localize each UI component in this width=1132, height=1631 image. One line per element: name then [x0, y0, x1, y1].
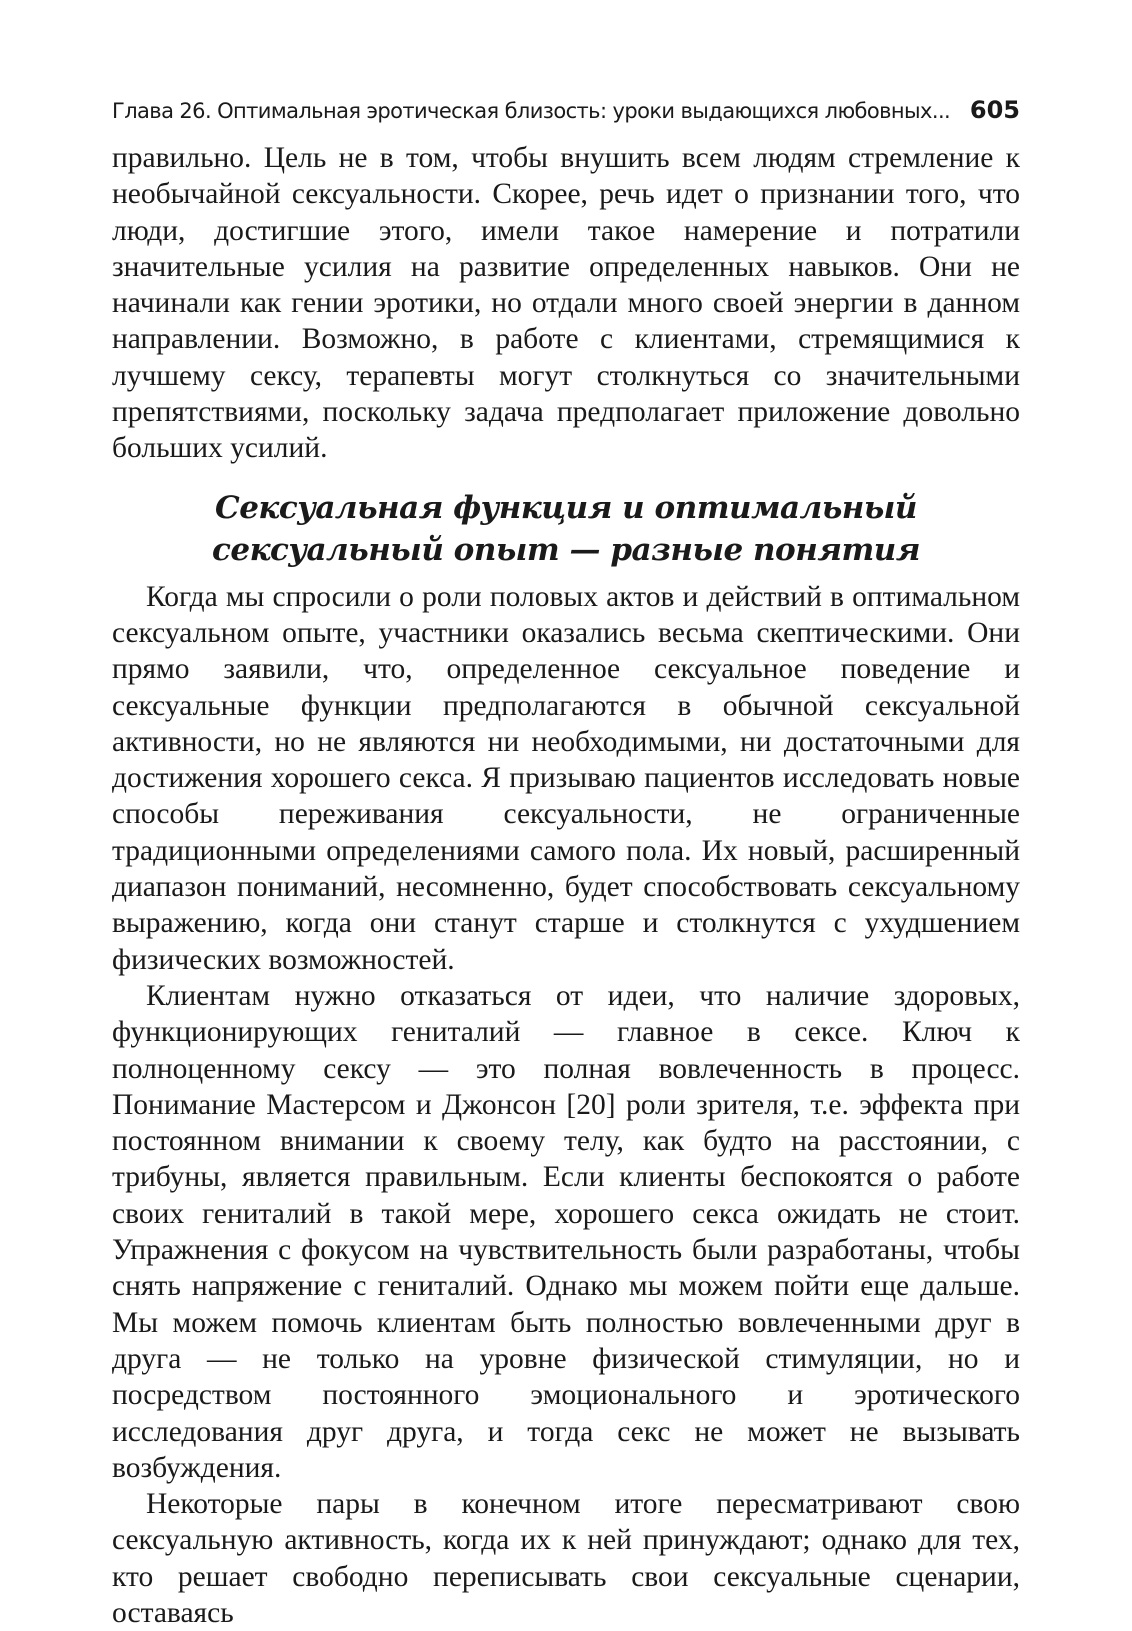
paragraph-2: Клиентам нужно отказаться от идеи, что наличие здоровых, функционирующих гениталий — главное в сексе. Ключ к полноценному сексу — это полная вовлеченность в процесс. Понимание Мастерсом и Джонсон [20] роли зрителя, т.е. эффекта при постоянном внимании к своему телу, как будто на расстоянии, с трибуны, является правильным. Если клиенты беспокоятся о работе своих гениталий в такой мере, хорошего секса ожидать не стоит. Упражнения с фокусом на чувствительность были разработаны, чтобы снять напряжение с гениталий. Однако мы можем пойти еще дальше. Мы можем помочь клиентам быть полностью вовлеченными друг в друга — не только на уровне физической стимуляции, но и посредством постоянного эмоционального и эротического исследования друг друга, и тогда секс не может не вызывать возбуждения.	[112, 979, 1020, 1484]
section-heading-line-2: сексуальный опыт — разные понятия	[211, 531, 921, 568]
chapter-title: Глава 26. Оптимальная эротическая близость: уроки выдающихся любовных...	[112, 99, 951, 123]
page-number: 605	[969, 96, 1020, 124]
section-heading	[112, 487, 1020, 571]
paragraph-continuation: правильно. Цель не в том, чтобы внушить всем людям стремление к необычайной сексуальности. Скорее, речь идет о признании того, что люди, достигшие этого, имели такое намерение и потратили значительные усилия на развитие определенных навыков. Они не начинали как гении эротики, но отдали много своей энергии в данном направлении. Возможно, в работе с клиентами, стремящимися к лучшему сексу, терапевты могут столкнуться со значительными препятствиями, поскольку задача предполагает приложение довольно больших усилий.	[112, 142, 1020, 465]
paragraph-1: Когда мы спросили о роли половых актов и действий в оптимальном сексуальном опыте, участники оказались весьма скептическими. Они прямо заявили, что, определенное сексуальное поведение и сексуальные функции предполагаются в обычной сексуальной активности, но не являются ни необходимыми, ни достаточными для достижения хорошего секса. Я призываю пациентов исследовать новые способы переживания сексуальности, не ограниченные традиционными определениями самого пола. Их новый, расширенный диапазон пониманий, несомненно, будет способствовать сексуальному выражению, когда они станут старше и столкнутся с ухудшением физических возможностей.	[112, 580, 1020, 976]
paragraph-3: Некоторые пары в конечном итоге пересматривают свою сексуальную активность, когда их к ней принуждают; однако для тех, кто решает свободно переписывать свои сексуальные сценарии, оставаясь	[112, 1488, 1020, 1629]
book-page	[112, 96, 1020, 1631]
running-head	[112, 96, 1020, 140]
section-heading-line-1: Сексуальная функция и оптимальный	[215, 489, 917, 526]
